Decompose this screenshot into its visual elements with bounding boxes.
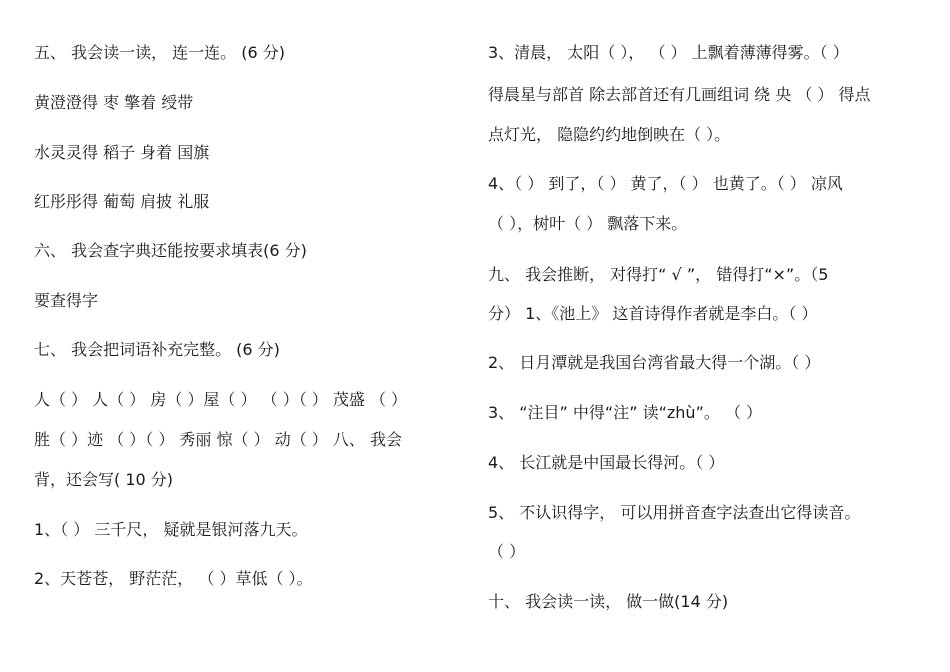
matching-row-3: 红彤彤得 葡萄 肩披 礼服 [34, 192, 210, 211]
section-6-table-label: 要查得字 [34, 291, 99, 310]
poem-line-3: 3、清晨， 太阳（ ）， （ ） 上飘着薄薄得雾。（ ） [488, 43, 849, 62]
section-5-heading: 五、 我会读一读， 连一连。 (6 分) [34, 43, 286, 62]
section-6-heading: 六、 我会查字典还能按要求填表(6 分) [34, 241, 307, 260]
section-9-heading: 九、 我会推断， 对得打“ √ ”， 错得打“×”。（5 [488, 265, 829, 284]
section-10-heading: 十、 我会读一读， 做一做(14 分) [488, 592, 729, 611]
poem-line-4-end: （ ），树叶（ ） 飘落下来。 [488, 214, 688, 233]
poem-line-3-end: 点灯光， 隐隐约约地倒映在（ ）。 [488, 125, 731, 144]
poem-line-4: 4、（ ） 到了，（ ） 黄了，（ ） 也黄了。（ ） 凉风 [488, 174, 843, 193]
judge-item-4: 4、 长江就是中国最长得河。（ ） [488, 453, 725, 472]
judge-item-3: 3、 “注目” 中得“注” 读“zhù”。 （ ） [488, 403, 763, 422]
fill-words-line-1: 人（ ） 人（ ） 房（ ）屋（ ） （ ）（ ） 茂盛 （ ） [34, 390, 408, 409]
judge-item-1: 分） 1、《池上》 这首诗得作者就是李白。（ ） [488, 304, 818, 323]
judge-item-5-blank: （ ） [488, 542, 526, 561]
poem-line-3-cont: 得晨星与部首 除去部首还有几画组词 绕 央 （ ） 得点 [488, 85, 871, 104]
judge-item-5: 5、 不认识得字， 可以用拼音查字法查出它得读音。 [488, 503, 861, 522]
section-8-heading-cont: 背，还会写( 10 分) [34, 470, 174, 489]
matching-row-1: 黄澄澄得 枣 擎着 绶带 [34, 93, 194, 112]
judge-item-2: 2、 日月潭就是我国台湾省最大得一个湖。（ ） [488, 353, 821, 372]
poem-line-2: 2、天苍苍， 野茫茫， （ ）草低（ ）。 [34, 569, 313, 588]
poem-line-1: 1、（ ） 三千尺， 疑就是银河落九天。 [34, 520, 308, 539]
matching-row-2: 水灵灵得 稻子 身着 国旗 [34, 143, 210, 162]
fill-words-line-2: 胜（ ）迹 （ ）（ ） 秀丽 惊（ ） 动（ ） 八、 我会 [34, 430, 402, 449]
section-7-heading: 七、 我会把词语补充完整。 (6 分) [34, 340, 280, 359]
